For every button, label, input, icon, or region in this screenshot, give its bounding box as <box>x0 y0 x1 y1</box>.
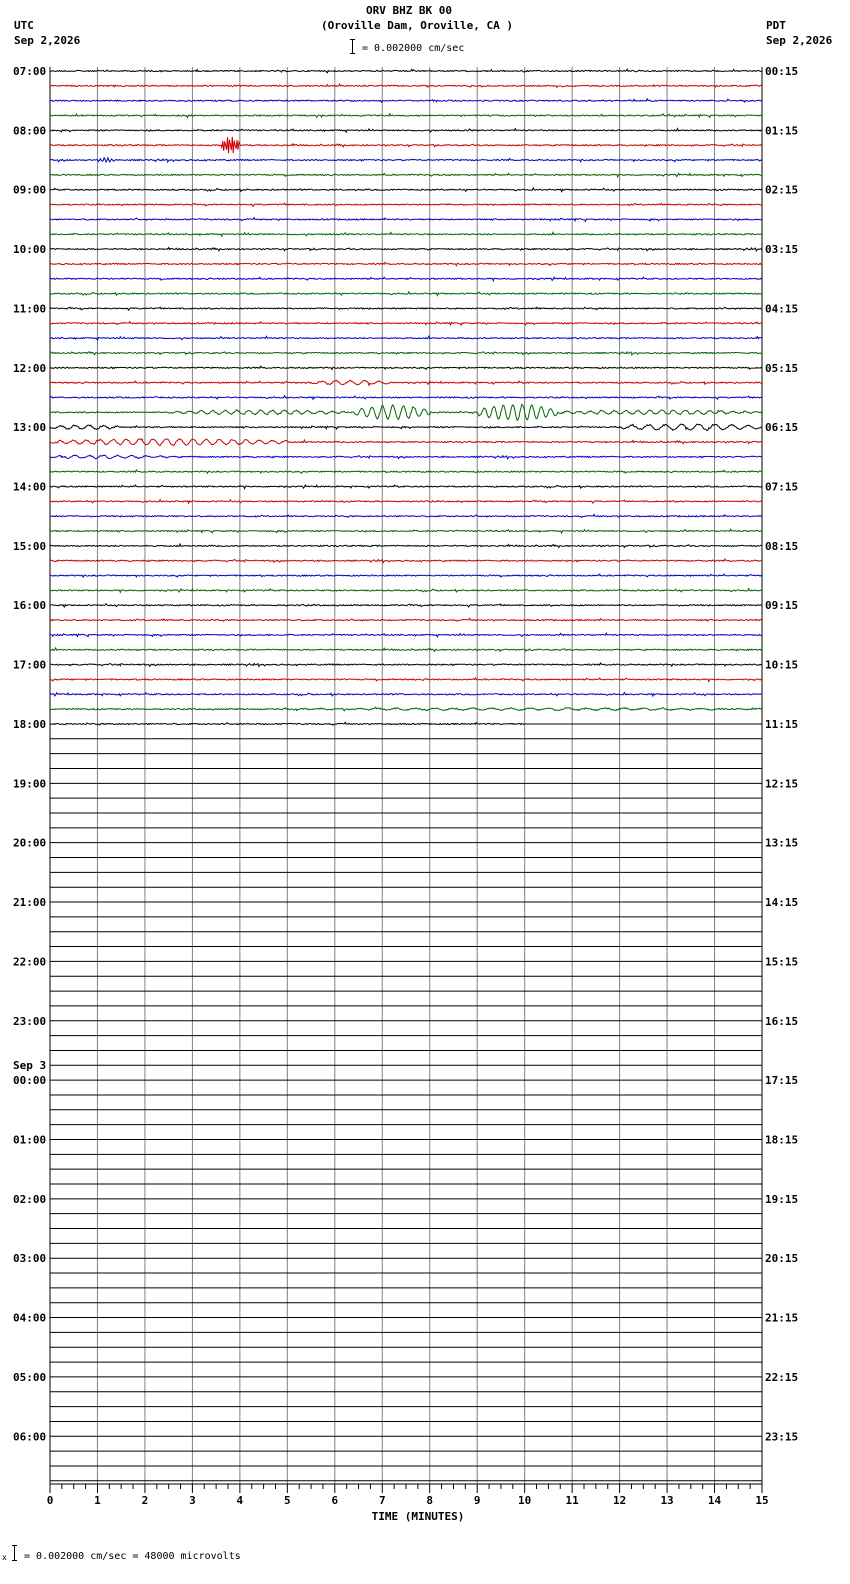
left-hour-label-12: 19:00 <box>13 777 47 791</box>
trace-row-31 <box>50 529 762 533</box>
trace-row-4 <box>50 129 762 133</box>
trace-row-43 <box>50 707 762 711</box>
trace-row-10 <box>50 218 762 222</box>
trace-row-25 <box>50 439 762 446</box>
x-tick-label-8: 8 <box>426 1494 434 1507</box>
right-hour-label-12: 12:15 <box>765 777 799 791</box>
time-axis <box>47 1484 769 1507</box>
trace-row-16 <box>50 307 762 310</box>
left-hour-label-15: 22:00 <box>13 955 47 969</box>
trace-row-35 <box>50 589 762 593</box>
left-timezone-label: UTC <box>14 19 34 32</box>
left-hour-label-21: 04:00 <box>13 1311 47 1325</box>
left-hour-label-6: 13:00 <box>13 421 47 435</box>
x-tick-label-5: 5 <box>284 1494 291 1507</box>
right-hour-label-22: 22:15 <box>765 1370 799 1384</box>
trace-row-11 <box>50 232 762 236</box>
x-tick-label-1: 1 <box>94 1494 101 1507</box>
left-hour-label-8: 15:00 <box>13 539 47 553</box>
footer-prefix: x <box>2 1553 7 1562</box>
footer-scale-text: = 0.002000 cm/sec = 48000 microvolts <box>24 1551 241 1562</box>
left-date-label: Sep 2,2026 <box>14 34 81 47</box>
left-hour-label-19: 02:00 <box>13 1192 47 1206</box>
trace-row-27 <box>50 470 762 473</box>
scale-label: = 0.002000 cm/sec <box>362 43 465 54</box>
x-tick-label-12: 12 <box>612 1494 627 1507</box>
right-hour-label-6: 06:15 <box>765 421 799 435</box>
x-tick-label-13: 13 <box>660 1494 674 1507</box>
right-hour-label-13: 13:15 <box>765 836 799 850</box>
right-hour-label-8: 08:15 <box>765 539 799 553</box>
trace-row-8 <box>50 188 762 192</box>
right-hour-label-9: 09:15 <box>765 599 799 613</box>
x-tick-label-11: 11 <box>565 1494 579 1507</box>
trace-row-24 <box>50 424 762 430</box>
trace-row-29 <box>50 500 762 504</box>
left-hour-label-7: 14:00 <box>13 480 47 494</box>
trace-row-32 <box>50 544 762 548</box>
right-hour-label-23: 23:15 <box>765 1430 799 1444</box>
right-hour-label-17: 17:15 <box>765 1074 799 1088</box>
trace-row-6 <box>50 158 762 162</box>
date-change-label: Sep 3 <box>13 1059 47 1073</box>
trace-row-19 <box>50 352 762 355</box>
x-tick-label-2: 2 <box>141 1494 149 1507</box>
trace-row-42 <box>50 693 762 697</box>
trace-row-9 <box>50 203 762 206</box>
trace-row-13 <box>50 262 762 265</box>
left-hour-label-16: 23:00 <box>13 1014 47 1028</box>
x-tick-label-7: 7 <box>378 1494 386 1507</box>
x-tick-label-15: 15 <box>755 1494 769 1507</box>
left-hour-label-3: 10:00 <box>13 243 47 257</box>
trace-row-37 <box>50 618 762 621</box>
trace-row-38 <box>50 633 762 637</box>
left-hour-label-1: 08:00 <box>13 124 47 138</box>
trace-row-1 <box>50 84 762 87</box>
left-hour-label-13: 20:00 <box>13 836 47 850</box>
trace-row-40 <box>50 663 762 667</box>
left-hour-label-23: 06:00 <box>13 1430 47 1444</box>
trace-row-39 <box>50 648 762 652</box>
right-hour-label-3: 03:15 <box>765 243 799 257</box>
left-hour-label-14: 21:00 <box>13 896 47 910</box>
trace-row-2 <box>50 99 762 102</box>
right-hour-label-1: 01:15 <box>765 124 799 138</box>
trace-row-18 <box>50 336 762 340</box>
right-hour-label-11: 11:15 <box>765 717 799 731</box>
trace-row-23 <box>50 405 762 421</box>
right-hour-label-15: 15:15 <box>765 955 799 969</box>
trace-row-12 <box>50 248 762 251</box>
trace-row-0 <box>50 69 762 73</box>
trace-row-21 <box>50 380 762 385</box>
trace-row-28 <box>50 485 762 489</box>
left-hour-label-4: 11:00 <box>13 302 47 316</box>
x-axis-label: TIME (MINUTES) <box>371 1510 465 1523</box>
station-location: (Oroville Dam, Oroville, CA ) <box>320 19 514 32</box>
trace-row-22 <box>50 396 762 400</box>
right-hour-label-2: 02:15 <box>765 183 799 197</box>
left-hour-label-20: 03:00 <box>13 1252 47 1266</box>
trace-row-20 <box>50 366 762 369</box>
right-hour-label-16: 16:15 <box>765 1014 799 1028</box>
x-tick-label-14: 14 <box>707 1494 722 1507</box>
right-hour-label-14: 14:15 <box>765 896 799 910</box>
trace-row-33 <box>50 559 762 563</box>
left-hour-label-2: 09:00 <box>13 183 47 197</box>
trace-row-41 <box>50 678 762 682</box>
left-hour-label-11: 18:00 <box>13 717 47 731</box>
right-date-label: Sep 2,2026 <box>766 34 833 47</box>
trace-row-34 <box>50 574 762 577</box>
footer-scale-bar-icon <box>14 1545 15 1561</box>
right-hour-label-18: 18:15 <box>765 1133 799 1147</box>
left-hour-label-9: 16:00 <box>13 599 47 613</box>
left-hour-label-18: 01:00 <box>13 1133 47 1147</box>
right-hour-label-21: 21:15 <box>765 1311 799 1325</box>
x-tick-label-3: 3 <box>189 1494 196 1507</box>
x-tick-label-4: 4 <box>236 1494 244 1507</box>
right-hour-label-19: 19:15 <box>765 1192 799 1206</box>
right-hour-label-0: 00:15 <box>765 65 799 78</box>
right-timezone-label: PDT <box>766 19 786 32</box>
trace-row-7 <box>50 173 762 177</box>
trace-row-3 <box>50 114 762 118</box>
x-tick-label-10: 10 <box>518 1494 532 1507</box>
station-title: ORV BHZ BK 00 <box>365 4 453 17</box>
left-hour-label-10: 17:00 <box>13 658 47 672</box>
right-hour-label-4: 04:15 <box>765 302 799 316</box>
right-hour-label-7: 07:15 <box>765 480 799 494</box>
x-tick-label-9: 9 <box>473 1494 481 1507</box>
right-hour-label-5: 05:15 <box>765 361 799 375</box>
x-tick-label-0: 0 <box>46 1494 54 1507</box>
trace-row-17 <box>50 322 762 326</box>
trace-row-15 <box>50 292 762 296</box>
trace-row-36 <box>50 604 762 607</box>
left-hour-label-0: 07:00 <box>13 65 47 78</box>
trace-row-5 <box>50 137 762 153</box>
trace-row-14 <box>50 277 762 281</box>
left-hour-label-22: 05:00 <box>13 1370 47 1384</box>
left-hour-label-5: 12:00 <box>13 361 47 375</box>
trace-rows <box>50 69 762 1481</box>
right-hour-label-20: 20:15 <box>765 1252 799 1266</box>
right-hour-label-10: 10:15 <box>765 658 799 672</box>
trace-row-26 <box>50 455 762 459</box>
left-hour-label-17: 00:00 <box>13 1074 47 1088</box>
trace-row-30 <box>50 514 762 517</box>
x-tick-label-6: 6 <box>331 1494 339 1507</box>
